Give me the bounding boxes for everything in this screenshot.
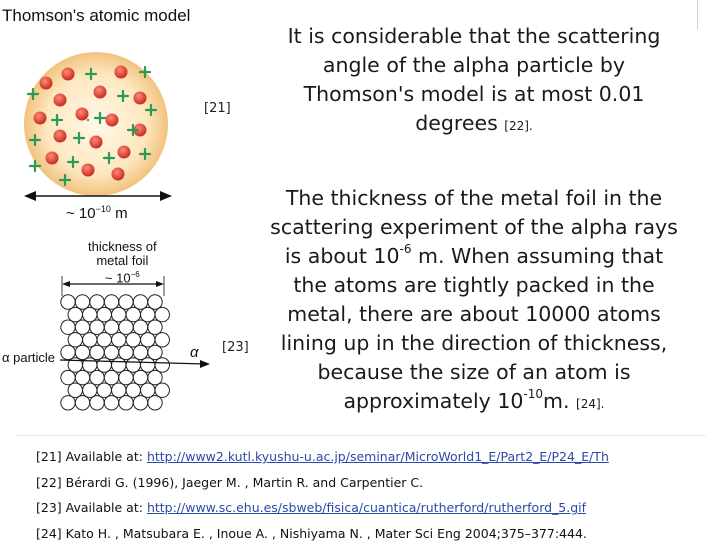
foil-atom (126, 333, 140, 347)
foil-atom (90, 320, 104, 334)
alpha-label: α (190, 344, 199, 361)
foil-atom (112, 383, 126, 397)
slide-edge-line (697, 0, 698, 30)
electron (82, 164, 95, 177)
alpha-particle-label: α particle (2, 350, 55, 365)
foil-atom (141, 383, 155, 397)
foil-atom (68, 307, 82, 321)
foil-atom (90, 370, 104, 384)
foil-atom (97, 333, 111, 347)
foil-atom (83, 358, 97, 372)
ref-21-inline: [21] (204, 101, 231, 116)
reference-22: [22] Bérardi G. (1996), Jaeger M. , Martin R. and Carpentier C. (36, 470, 720, 496)
foil-atom (68, 333, 82, 347)
foil-atom (75, 370, 89, 384)
foil-atom (104, 345, 118, 359)
foil-atom (112, 307, 126, 321)
foil-atom (90, 295, 104, 309)
electron (54, 94, 67, 107)
electron (115, 66, 128, 79)
foil-atom (90, 345, 104, 359)
foil-atom (141, 307, 155, 321)
atom-scale-label: ~ $10^{-10}$ m (66, 204, 128, 222)
foil-atom (75, 320, 89, 334)
foil-atom (112, 333, 126, 347)
foil-atom (148, 396, 162, 410)
reference-21: [21] Available at: http://www2.kutl.kyushu-u.ac.jp/seminar/MicroWorld1_E/Part2_E/P24_E/Th (36, 444, 720, 470)
foil-atom (126, 358, 140, 372)
electron (106, 114, 119, 127)
electron (134, 92, 147, 105)
foil-atom (104, 370, 118, 384)
foil-atom (148, 345, 162, 359)
foil-atom (133, 320, 147, 334)
foil-atom (83, 307, 97, 321)
foil-atom (148, 320, 162, 334)
foil-atom (68, 383, 82, 397)
metal-foil-diagram (0, 262, 215, 432)
electron (76, 108, 89, 121)
foil-atom (104, 295, 118, 309)
reference-23: [23] Available at: http://www.sc.ehu.es/sbweb/fisica/cuantica/rutherford/rutherford_5.gif (36, 495, 720, 521)
reference-24: [24] Kato H. , Matsubara E. , Inoue A. , Nishiyama N. , Mater Sci Eng 2004;375–377:444. (36, 521, 720, 546)
electron (62, 68, 75, 81)
foil-atom (133, 396, 147, 410)
electron (118, 146, 131, 159)
reference-21-link[interactable]: http://www2.kutl.kyushu-u.ac.jp/seminar/MicroWorld1_E/Part2_E/P24_E/Th (147, 449, 609, 464)
electron (90, 136, 103, 149)
divider (16, 435, 706, 436)
foil-atom (97, 307, 111, 321)
foil-thickness-arrow (62, 276, 164, 296)
foil-atom (90, 396, 104, 410)
foil-atom (155, 383, 169, 397)
foil-atom (155, 333, 169, 347)
foil-atom (133, 370, 147, 384)
ref-23-inline: [23] (222, 340, 249, 355)
foil-thickness-label: thickness of metal foil ~ $10^{-6}$ (88, 240, 157, 285)
foil-atom (119, 345, 133, 359)
paragraph-scattering-angle: It is considerable that the scattering angle of the alpha particle by Thomson's model is at most 0.01 degrees [22]. (262, 22, 686, 141)
reference-list (36, 444, 720, 546)
foil-atom (104, 320, 118, 334)
reference-23-link[interactable]: http://www.sc.ehu.es/sbweb/fisica/cuantica/rutherford/rutherford_5.gif (147, 500, 586, 515)
foil-atom (119, 396, 133, 410)
foil-atom (141, 358, 155, 372)
foil-atom (83, 383, 97, 397)
foil-atom (119, 295, 133, 309)
foil-atom (61, 320, 75, 334)
electron (34, 112, 47, 125)
foil-atom (133, 295, 147, 309)
figure-title: Thomson's atomic model (2, 6, 190, 26)
foil-atom (61, 396, 75, 410)
foil-atom (126, 307, 140, 321)
foil-atom (112, 358, 126, 372)
paragraph-foil-thickness: The thickness of the metal foil in the scattering experiment of the alpha rays is about $10^{-6}$ m. When assuming that the atoms are tightly packed in the metal, there are about 10000 atoms lining up in the direction of thickness, because the size of an atom is approximately $10^{-10}m$. [24]. (262, 184, 686, 419)
electron (94, 86, 107, 99)
foil-atom (75, 345, 89, 359)
foil-atom (148, 370, 162, 384)
foil-atom (119, 320, 133, 334)
foil-atom (126, 383, 140, 397)
foil-atom (155, 358, 169, 372)
foil-atom (141, 333, 155, 347)
foil-atom (61, 345, 75, 359)
foil-atom (61, 370, 75, 384)
foil-atom (119, 370, 133, 384)
electron (112, 168, 125, 181)
foil-atoms (61, 295, 170, 410)
foil-atom (104, 396, 118, 410)
foil-atom (133, 345, 147, 359)
electron (46, 152, 59, 165)
foil-atom (75, 295, 89, 309)
foil-atom (155, 307, 169, 321)
foil-atom (148, 295, 162, 309)
electron (54, 130, 67, 143)
foil-atom (61, 295, 75, 309)
foil-atom (75, 396, 89, 410)
foil-atom (97, 358, 111, 372)
foil-atom (83, 333, 97, 347)
electron (40, 77, 53, 90)
foil-atom (97, 383, 111, 397)
